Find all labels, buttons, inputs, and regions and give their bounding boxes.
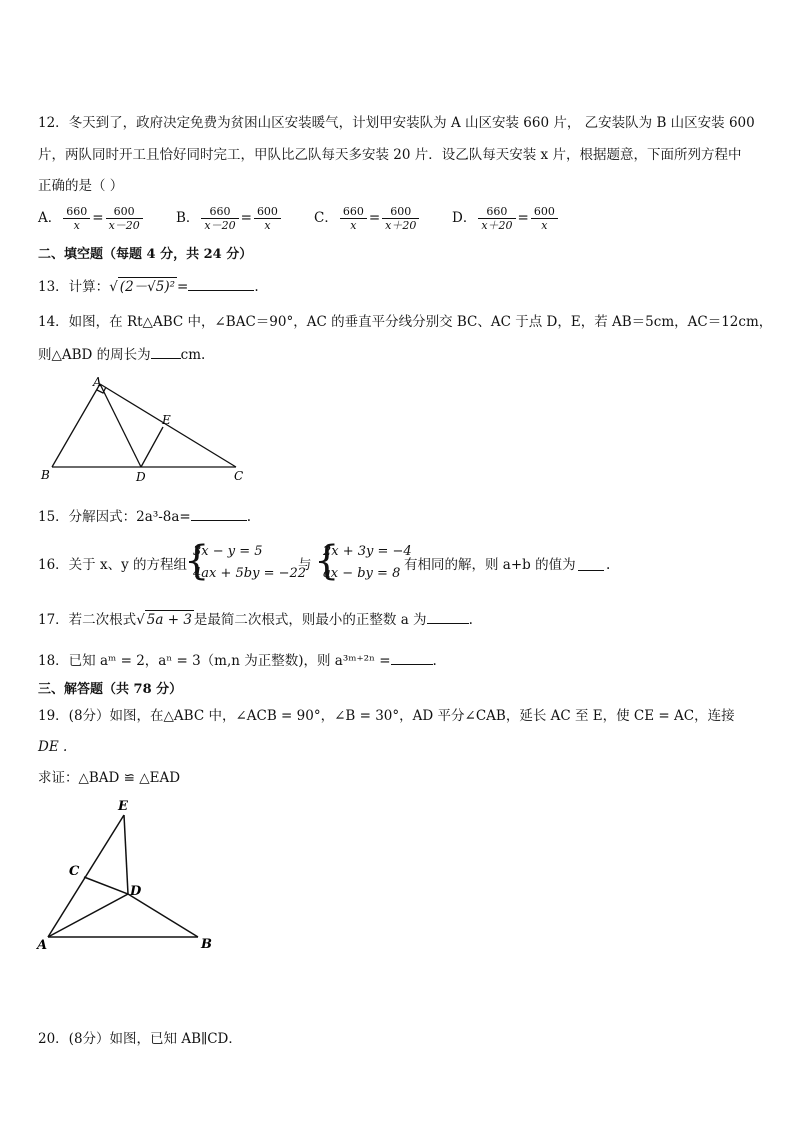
segment-cd (84, 877, 128, 894)
q18: 18．已知 aᵐ = 2，aⁿ = 3（m,n 为正整数)，则 a³ᵐ⁺²ⁿ = . (38, 650, 437, 670)
q14-line1: 14．如图，在 Rt△ABC 中，∠BAC＝90°，AC 的垂直平分线分别交 BC、AC 于点 D，E，若 AB＝5cm，AC＝12cm， (38, 314, 773, 330)
equation-system-1: { 3x − y = 5 4ax + 5by = −22 (184, 538, 307, 584)
segment-ae (48, 815, 124, 937)
equation-system-2: { 2x + 3y = −4 ax − by = 8 (314, 538, 412, 584)
segment-ad (48, 894, 128, 937)
q13: 13．计算：√ (2－√5)² = . (38, 276, 259, 296)
segment-ab (52, 384, 100, 467)
q19-line1: 19．(8分）如图，在△ABC 中，∠ACB = 90°，∠B = 30°，AD 平分∠CAB，延长 AC 至 E，使 CE = AC，连接 (38, 708, 735, 724)
answer-blank[interactable] (391, 650, 433, 665)
q17: 17．若二次根式√ 5a + 3 是最简二次根式，则最小的正整数 a 为 . (38, 609, 473, 629)
answer-blank[interactable] (427, 609, 469, 624)
q15: 15．分解因式：2a³-8a= . (38, 506, 251, 526)
answer-blank[interactable] (191, 506, 247, 521)
label-a: A (37, 938, 48, 953)
answer-blank[interactable] (151, 344, 181, 359)
option-a: A． $\frac{660}{x}$ = $\frac{600}{x-20}$ (38, 205, 145, 232)
q20: 20．(8分）如图，已知 AB∥CD． (38, 1031, 242, 1047)
label-c: C (69, 864, 80, 879)
section-title-solve: 三、解答题（共 78 分） (38, 682, 183, 697)
label-d: D (136, 470, 146, 484)
label-b: B (41, 468, 50, 482)
answer-blank[interactable] (578, 556, 604, 571)
label-e: E (118, 799, 128, 814)
q12-line1: 12．冬天到了，政府决定免费为贫困山区安装暖气，计划甲安装队为 A 山区安装 660 片， 乙安装队为 B 山区安装 600 (38, 115, 755, 131)
option-d: D． $\frac{660}{x+20}$ = $\frac{600}{x}$ (452, 205, 560, 232)
radical-sign: √ (2－√5)² (109, 279, 176, 295)
q12-line3: 正确的是（ ） (38, 178, 124, 194)
answer-blank[interactable] (188, 276, 254, 291)
segment-db (128, 894, 198, 937)
radical-sign: √ 5a + 3 (136, 612, 192, 628)
label-d: D (130, 884, 142, 899)
segment-de (141, 427, 163, 467)
q12-options (38, 205, 778, 241)
q19-line3: 求证：△BAD ≌ △EAD (38, 770, 181, 786)
triangle-figure-q14 (36, 372, 256, 484)
option-b: B． $\frac{660}{x-20}$ = $\frac{600}{x}$ (176, 205, 283, 232)
label-c: C (234, 469, 244, 483)
segment-ed (124, 815, 128, 894)
q12-line2: 片，两队同时开工且恰好同时完工，甲队比乙队每天多安装 20 片．设乙队每天安装 x 片，根据题意，下面所列方程中 (38, 147, 742, 163)
q14-line2: 则△ABD 的周长为 cm. (38, 344, 205, 364)
label-e: E (162, 413, 171, 427)
q19-line2: DE . (38, 739, 68, 755)
label-a: A (93, 375, 102, 389)
label-b: B (201, 937, 212, 952)
section-title-fill-in: 二、填空题（每题 4 分，共 24 分） (38, 247, 253, 262)
triangle-figure-q19 (34, 795, 224, 955)
option-c: C． $\frac{660}{x}$ = $\frac{600}{x+20}$ (314, 205, 421, 232)
